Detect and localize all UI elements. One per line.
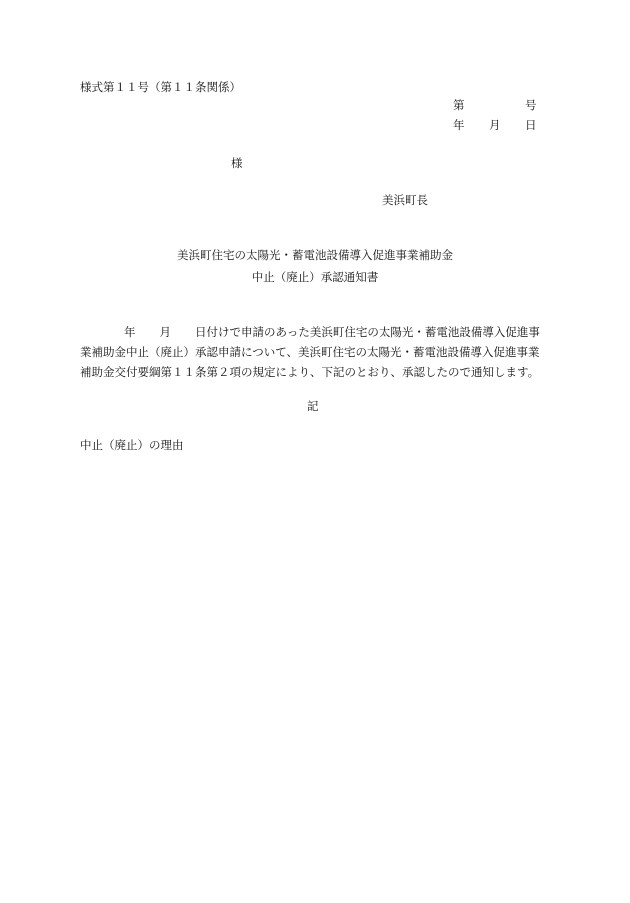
document-number-prefix: 第 [453,98,465,112]
issuer-name: 美浜町長 [382,193,428,207]
date-month: 月 [489,118,501,132]
body-line-3: 補助金交付要綱第１１条第２項の規定により、下記のとおり、承認したので通知します。 [80,365,540,379]
reason-label: 中止（廃止）の理由 [80,438,184,452]
body-line1-text: 日付けで申請のあった美浜町住宅の太陽光・蓄電池設備導入促進事 [195,325,540,339]
body-line-2: 業補助金中止（廃止）承認申請について、美浜町住宅の太陽光・蓄電池設備導入促進事業 [80,345,540,359]
document-number-suffix: 号 [525,98,537,112]
document-title-line2: 中止（廃止）承認通知書 [251,270,379,284]
ki-heading: 記 [307,399,319,413]
body-paragraph [80,322,558,382]
date-day: 日 [525,118,537,132]
body-year: 年 [124,325,136,339]
date-year: 年 [453,118,465,132]
body-month: 月 [159,325,171,339]
recipient-honorific: 様 [231,156,243,170]
document-title-line1: 美浜町住宅の太陽光・蓄電池設備導入促進事業補助金 [177,248,453,262]
form-number: 様式第１１号（第１１条関係） [80,80,241,94]
body-line-1 [80,322,558,342]
